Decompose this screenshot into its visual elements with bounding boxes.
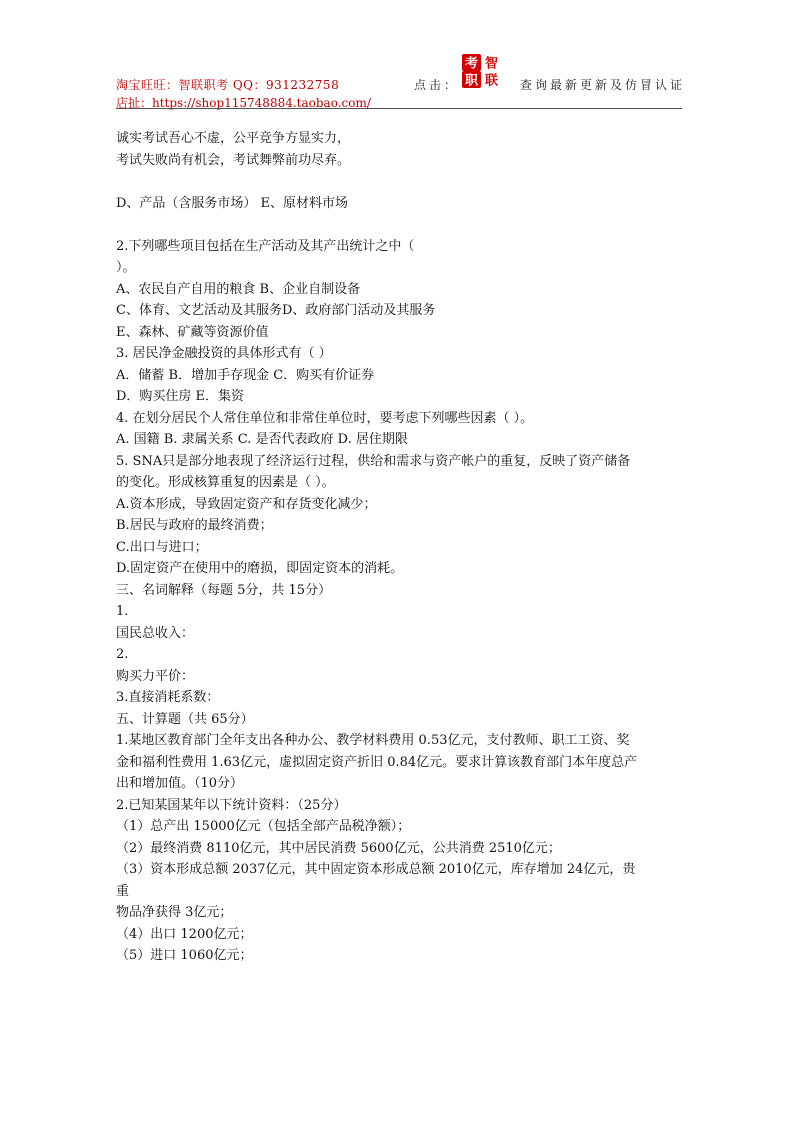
text-line: （3）资本形成总额 2037亿元，其中固定资本形成总额 2010亿元，库存增加 24亿元，贵 [116,862,636,877]
text-line: 三、名词解释（每题 5分，共 15分） [116,582,332,598]
text-line: 2.已知某国某年以下统计资料：（25分） [116,797,347,813]
header-divider [116,108,682,109]
text-line: D.固定资产在使用中的磨损，即固定资本的消耗。 [116,561,404,576]
text-line: C、体育、文艺活动及其服务D、政府部门活动及其服务 [116,303,436,318]
zhilian-logo-icon[interactable] [462,54,502,88]
text-line: A. 国籍 B. 隶属关系 C. 是否代表政府 D. 居住期限 [116,432,408,447]
text-line: 2.下列哪些项目包括在生产活动及其产出统计之中（ [116,238,415,254]
document-body [116,128,688,967]
text-line: 购买力平价： [116,668,195,684]
verify-link[interactable]: 查询最新更新及仿冒认证 [520,78,686,92]
text-line: 4. 在划分居民个人常住单位和非常住单位时，要考虑下列哪些因素（ ）。 [116,410,534,426]
text-line: E、森林、矿藏等资源价值 [116,324,269,340]
page-header [116,54,686,110]
blank-line [116,171,688,193]
logo-char-zhi2: 职 [464,73,479,88]
text-line: 1.某地区教育部门全年支出各种办公、教学材料费用 0.53亿元，支付教师、职工工资、奖 [116,733,630,748]
text-line: 出和增加值。（10分） [116,776,244,791]
text-line: 金和福利性费用 1.63亿元，虚拟固定资产折旧 0.84亿元。要求计算该教育部门本年度总产 [116,754,638,770]
text-line: A.资本形成，导致固定资产和存货变化减少； [116,496,377,512]
text-line: （5）进口 1060亿元； [116,948,253,963]
text-line: C.出口与进口； [116,539,208,555]
text-line: 物品净获得 3亿元； [116,905,233,920]
shop-contact-line: 淘宝旺旺：智联职考 QQ：931232758 [116,78,340,92]
text-line: 国民总收入： [116,625,195,641]
logo-char-kao: 考 [464,56,479,72]
text-line: 重 [116,883,130,899]
text-line: 诚实考试吾心不虚，公平竞争方显实力， [116,131,351,146]
text-line: （1）总产出 15000亿元（包括全部产品税净额）； [116,819,411,834]
text-line: 3. 居民净金融投资的具体形式有（ ） [116,346,332,361]
logo-char-lian: 联 [484,73,499,88]
blank-line [116,214,688,236]
logo-char-zhi: 智 [484,56,499,72]
text-line: 考试失败尚有机会，考试舞弊前功尽弃。 [116,152,351,168]
text-line: 的变化。形成核算重复的因素是（ ）。 [116,475,335,490]
text-line: D．购买住房 E．集资 [116,389,245,404]
text-line: ）。 [116,260,136,275]
text-line: 2. [116,647,129,662]
text-line: 3.直接消耗系数： [116,690,220,705]
text-line: 1. [116,604,129,619]
text-line: B.居民与政府的最终消费； [116,518,273,533]
shop-url-line[interactable]: 店扯：https://shop115748884.taobao.com/ [116,96,371,110]
text-line: A、农民自产自用的粮食 B、企业自制设备 [116,281,361,297]
text-line: D、产品（含服务市场） E、原材料市场 [116,195,349,211]
text-line: 五、计算题（共 65分） [116,711,254,727]
click-label: 点击： [414,78,460,92]
text-line: （2）最终消费 8110亿元，其中居民消费 5600亿元，公共消费 2510亿元； [116,840,561,856]
text-line: A．储蓄 B．增加手存现金 C．购买有价证券 [116,367,375,383]
text-line: （4）出口 1200亿元； [116,926,253,942]
text-line: 5. SNA只是部分地表现了经济运行过程，供给和需求与资产帐户的重复，反映了资产储备 [116,453,631,469]
